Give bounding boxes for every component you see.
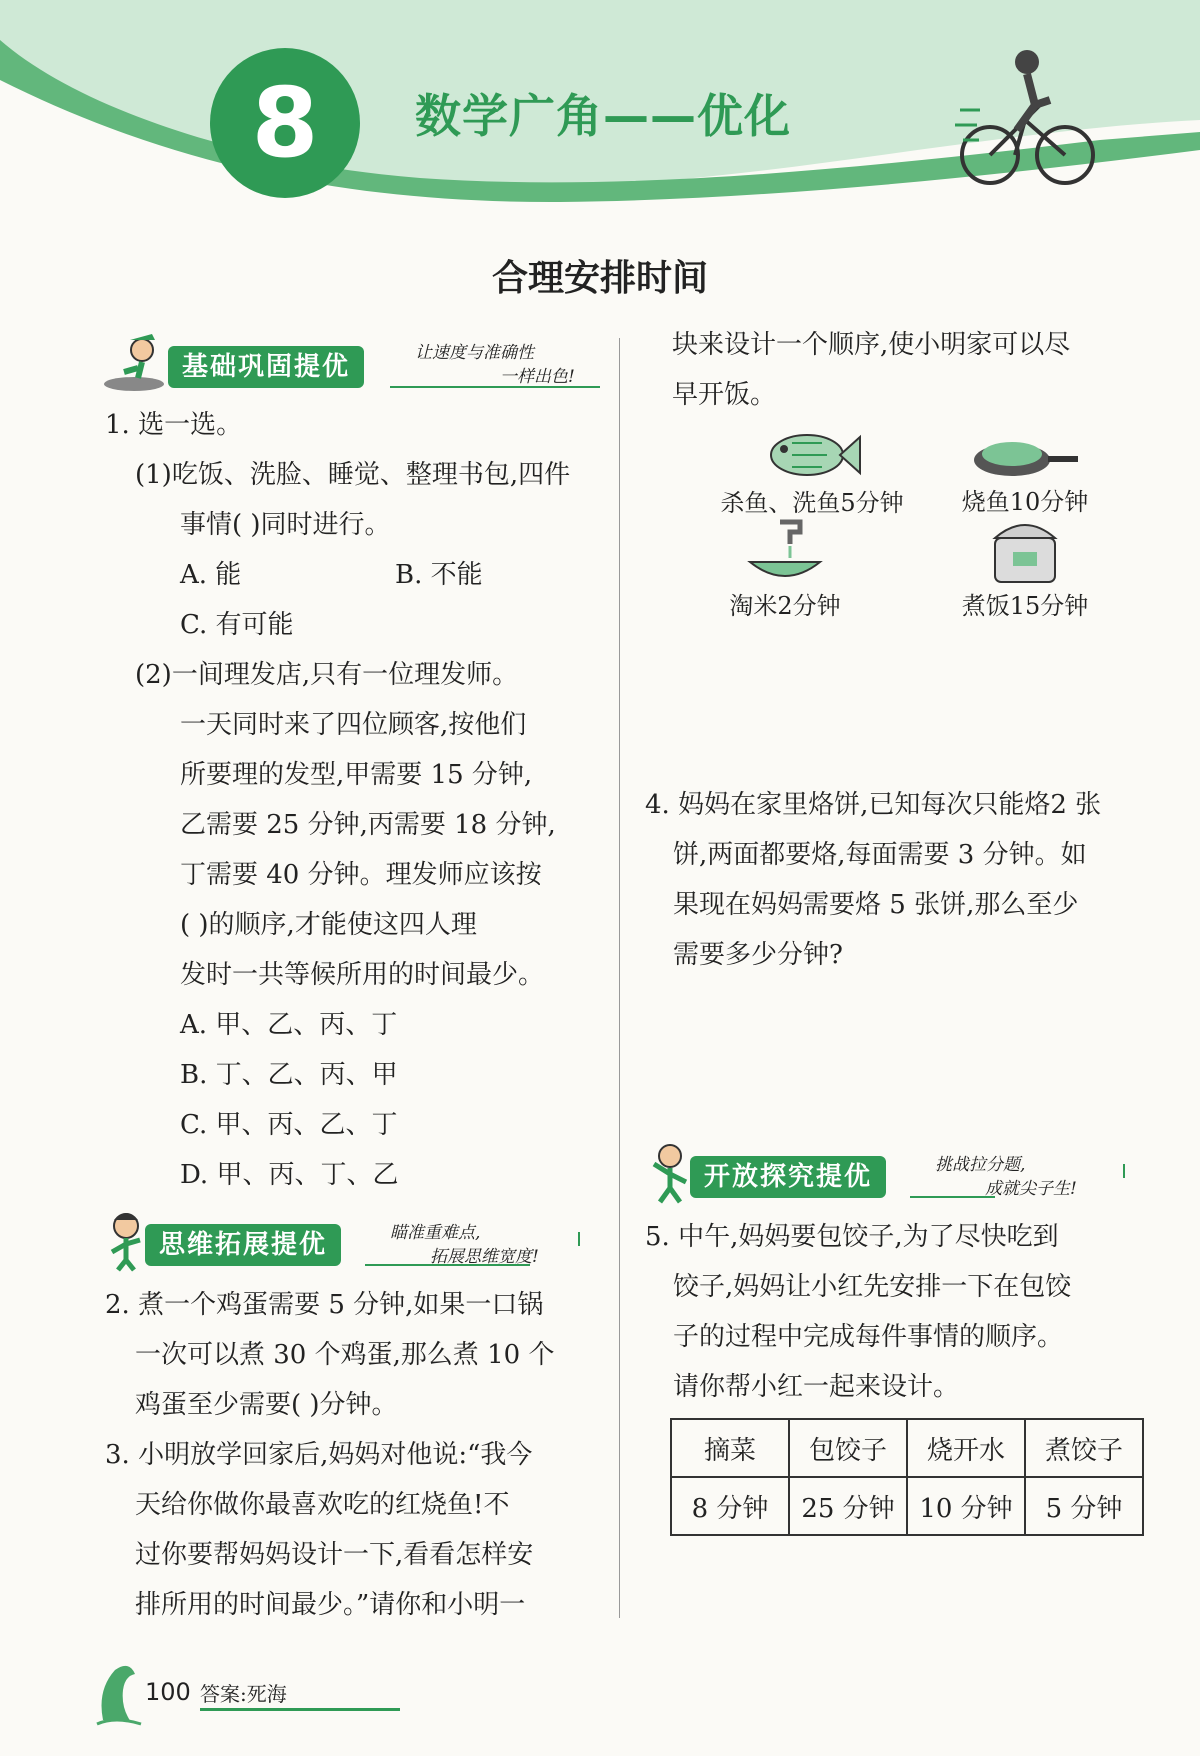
- question-3-line: 块来设计一个顺序,使小明家可以尽: [672, 330, 1071, 360]
- q1-part2-line: 所要理的发型,甲需要 15 分钟,: [180, 760, 533, 790]
- q1-part2-line: 丁需要 40 分钟。理发师应该按: [180, 860, 542, 890]
- banner-label: 开放探究提优: [690, 1156, 886, 1198]
- food-item: [940, 430, 1110, 517]
- banner-slogan-2: 成就尖子生!: [985, 1179, 1077, 1199]
- banner-line: [1123, 1164, 1125, 1178]
- banner-label: 思维拓展提优: [145, 1224, 341, 1266]
- question-2-line: 一次可以煮 30 个鸡蛋,那么煮 10 个: [135, 1340, 555, 1370]
- banner-thinking: [100, 1218, 610, 1268]
- question-3-line: 天给你做你最喜欢吃的红烧鱼!不: [135, 1490, 510, 1520]
- q1-part2-line: 发时一共等候所用的时间最少。: [180, 960, 545, 990]
- page-footer: [95, 1660, 395, 1730]
- banner-slogan-2: 一样出色!: [500, 367, 575, 387]
- table-row: [671, 1419, 1143, 1477]
- banner-open: [640, 1150, 1140, 1200]
- cyclist-icon: [955, 40, 1095, 190]
- question-5: [645, 1212, 1155, 1412]
- banner-line: [910, 1196, 995, 1198]
- banner-slogan-1: 挑战拉分题,: [935, 1155, 1026, 1175]
- table-header-cell: 包饺子: [789, 1419, 907, 1477]
- question-1-title: 1. 选一选。: [105, 410, 243, 440]
- section-title: 合理安排时间: [491, 258, 708, 299]
- fish-icon: [762, 425, 862, 483]
- banner-slogan-2: 拓展思维宽度!: [430, 1247, 539, 1267]
- question-3-continued: [672, 320, 1152, 420]
- answer-underline: [200, 1708, 400, 1711]
- table-header-cell: 煮饺子: [1025, 1419, 1143, 1477]
- question-3-line: 排所用的时间最少。”请你和小明一: [135, 1590, 526, 1620]
- column-divider: [619, 338, 620, 1618]
- q1-part2-line: ( )的顺序,才能使这四人理: [180, 910, 477, 940]
- mascot-skate-icon: [100, 332, 168, 394]
- table-cell: 5 分钟: [1025, 1477, 1143, 1535]
- question-4-line: 饼,两面都要烙,每面需要 3 分钟。如: [673, 840, 1087, 870]
- food-label: 杀鱼、洗鱼5分钟: [720, 489, 904, 517]
- table-row: [671, 1477, 1143, 1535]
- page-number: 100: [145, 1678, 191, 1706]
- washing-rice-icon: [740, 518, 830, 586]
- question-3-line: 过你要帮妈妈设计一下,看看怎样安: [135, 1540, 534, 1570]
- food-item: [712, 425, 912, 518]
- time-table: [670, 1418, 1144, 1536]
- question-3-line: 早开饭。: [672, 380, 777, 410]
- q1-part2-line: (2)一间理发店,只有一位理发师。: [135, 660, 519, 690]
- question-2-line: 鸡蛋至少需要( )分钟。: [135, 1390, 398, 1420]
- q1-part2-option: B. 丁、乙、丙、甲: [180, 1060, 398, 1090]
- table-cell: 8 分钟: [671, 1477, 789, 1535]
- banner-slogan-1: 瞄准重难点,: [390, 1223, 481, 1243]
- table-cell: 25 分钟: [789, 1477, 907, 1535]
- food-item: [945, 508, 1105, 621]
- food-item: [700, 518, 870, 621]
- q1-part1-option-c: C. 有可能: [180, 610, 294, 640]
- q1-part2-line: 乙需要 25 分钟,丙需要 18 分钟,: [180, 810, 556, 840]
- chapter-number-badge: 8: [210, 48, 360, 198]
- question-4-line: 果现在妈妈需要烙 5 张饼,那么至少: [673, 890, 1079, 920]
- food-label: 煮饭15分钟: [961, 592, 1089, 620]
- answer-text: 答案:死海: [200, 1682, 287, 1706]
- banner-slogan-1: 让速度与准确性: [415, 343, 534, 363]
- table-header-cell: 烧开水: [907, 1419, 1025, 1477]
- q1-part1-line1: (1)吃饭、洗脸、睡觉、整理书包,四件: [135, 460, 571, 490]
- table-header-cell: 摘菜: [671, 1419, 789, 1477]
- banner-basic: [100, 340, 610, 390]
- banner-label: 基础巩固提优: [168, 346, 364, 388]
- q1-part2-option: A. 甲、乙、丙、丁: [180, 1010, 398, 1040]
- question-3-line: 3. 小明放学回家后,妈妈对他说:“我今: [105, 1440, 533, 1470]
- q1-part2-option: D. 甲、丙、丁、乙: [180, 1160, 399, 1190]
- question-5-line: 饺子,妈妈让小红先安排一下在包饺: [673, 1272, 1072, 1302]
- q1-part1-option-b: B. 不能: [395, 560, 483, 590]
- question-5-line: 子的过程中完成每件事情的顺序。: [673, 1322, 1064, 1352]
- question-5-line: 请你帮小红一起来设计。: [673, 1372, 960, 1402]
- q1-part2-option: C. 甲、丙、乙、丁: [180, 1110, 398, 1140]
- food-label: 烧鱼10分钟: [961, 488, 1089, 516]
- question-4-line: 需要多少分钟?: [673, 940, 843, 970]
- q1-part2-line: 一天同时来了四位顾客,按他们: [180, 710, 527, 740]
- question-4-line: 4. 妈妈在家里烙饼,已知每次只能烙2 张: [645, 790, 1102, 820]
- question-2: [105, 1280, 615, 1430]
- chapter-title: 数学广角——优化: [415, 89, 791, 143]
- table-cell: 10 分钟: [907, 1477, 1025, 1535]
- question-1: [105, 400, 615, 1200]
- banner-line: [578, 1232, 580, 1246]
- q1-part1-line2: 事情( )同时进行。: [180, 510, 391, 540]
- question-5-line: 5. 中午,妈妈要包饺子,为了尽快吃到: [645, 1222, 1059, 1252]
- rice-cooker-icon: [985, 508, 1065, 586]
- food-label: 淘米2分钟: [729, 592, 841, 620]
- question-4: [645, 780, 1155, 980]
- frying-pan-icon: [970, 430, 1080, 482]
- q1-part1-option-a: A. 能: [180, 560, 242, 590]
- question-3: [105, 1430, 615, 1630]
- question-2-line: 2. 煮一个鸡蛋需要 5 分钟,如果一口锅: [105, 1290, 544, 1320]
- dolphin-icon: [95, 1660, 145, 1728]
